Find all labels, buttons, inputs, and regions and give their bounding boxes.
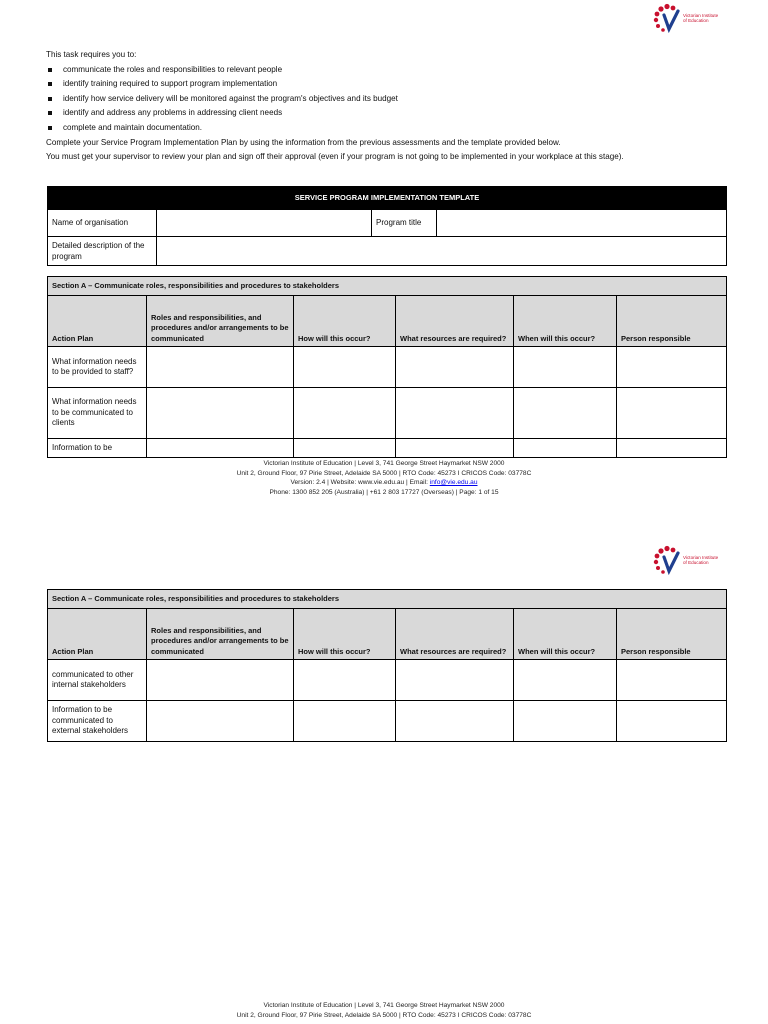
footer-line-3 xyxy=(0,478,768,488)
col-resources: What resources are required? xyxy=(396,609,514,660)
cell-input[interactable] xyxy=(514,347,617,388)
cell-input[interactable] xyxy=(147,660,294,701)
description-field[interactable] xyxy=(157,237,727,266)
bullet-item: identify how service delivery will be monitored against the program's objectives and its budget xyxy=(46,92,736,107)
table-row xyxy=(48,347,727,388)
task-intro xyxy=(46,48,736,165)
cell-input[interactable] xyxy=(617,347,727,388)
bullet-item: identify training required to support program implementation xyxy=(46,77,736,92)
logo-mark-icon xyxy=(652,3,686,41)
logo-text: Victorian Institute of Education xyxy=(683,555,719,566)
table-row xyxy=(48,439,727,458)
cell-input[interactable] xyxy=(396,660,514,701)
cell-input[interactable] xyxy=(294,701,396,742)
cell-input[interactable] xyxy=(396,439,514,458)
logo-text: Victorian Institute of Education xyxy=(683,13,719,24)
cell-input[interactable] xyxy=(617,701,727,742)
intro-lead: This task requires you to: xyxy=(46,50,137,59)
col-roles: Roles and responsibilities, and procedures and/or arrangements to be communicated xyxy=(147,609,294,660)
vie-logo xyxy=(652,3,724,47)
cell-input[interactable] xyxy=(147,388,294,439)
cell-input[interactable] xyxy=(294,347,396,388)
table-row xyxy=(48,388,727,439)
table-row xyxy=(48,701,727,742)
col-resources: What resources are required? xyxy=(396,296,514,347)
description-label: Detailed description of the program xyxy=(48,237,157,266)
bullet-item: complete and maintain documentation. xyxy=(46,121,736,136)
cell-input[interactable] xyxy=(147,347,294,388)
page-footer xyxy=(0,1001,768,1020)
footer-line-1: Victorian Institute of Education | Level 3, 741 George Street Haymarket NSW 2000 xyxy=(263,460,505,467)
cell-input[interactable] xyxy=(396,347,514,388)
col-how: How will this occur? xyxy=(294,609,396,660)
col-when: When will this occur? xyxy=(514,296,617,347)
table-row xyxy=(48,660,727,701)
org-label: Name of organisation xyxy=(48,210,157,237)
intro-paragraph-1: Complete your Service Program Implementation Plan by using the information from the previous assessments and the template provided below. xyxy=(46,137,561,147)
org-field[interactable] xyxy=(157,210,372,237)
cell-input[interactable] xyxy=(514,439,617,458)
cell-input[interactable] xyxy=(514,660,617,701)
col-action-plan: Action Plan xyxy=(48,296,147,347)
col-how: How will this occur? xyxy=(294,296,396,347)
col-person: Person responsible xyxy=(617,296,727,347)
page-footer xyxy=(0,459,768,497)
footer-line-4: Phone: 1300 852 205 (Australia) | +61 2 803 17727 (Overseas) | Page: 1 of 15 xyxy=(269,488,499,496)
col-when: When will this occur? xyxy=(514,609,617,660)
cell-input[interactable] xyxy=(617,439,727,458)
cell-input[interactable] xyxy=(617,660,727,701)
cell-input[interactable] xyxy=(617,388,727,439)
footer-line-2: Unit 2, Ground Floor, 97 Pirie Street, Adelaide SA 5000 | RTO Code: 45273 I CRICOS Code: 03778C xyxy=(236,469,532,477)
cell-input[interactable] xyxy=(396,388,514,439)
col-roles: Roles and responsibilities, and procedures and/or arrangements to be communicated xyxy=(147,296,294,347)
logo-mark-icon xyxy=(652,545,686,583)
row-label: Information to be communicated to external stakeholders xyxy=(48,701,147,742)
col-person: Person responsible xyxy=(617,609,727,660)
cell-input[interactable] xyxy=(147,701,294,742)
program-title-label: Program title xyxy=(372,210,437,237)
template-title: SERVICE PROGRAM IMPLEMENTATION TEMPLATE xyxy=(48,187,727,210)
bullet-item: identify and address any problems in addressing client needs xyxy=(46,106,736,121)
footer-version: Version: 2.4 | Website: www.vie.edu.au | Email: xyxy=(290,479,430,486)
footer-line-1: Victorian Institute of Education | Level 3, 741 George Street Haymarket NSW 2000 xyxy=(263,1002,505,1009)
section-a-table-continued xyxy=(47,589,727,742)
vie-logo xyxy=(652,545,724,589)
cell-input[interactable] xyxy=(294,388,396,439)
section-a-title: Section A – Communicate roles, responsibilities and procedures to stakeholders xyxy=(48,277,727,296)
row-label: Information to be xyxy=(48,439,147,458)
cell-input[interactable] xyxy=(147,439,294,458)
section-a-title: Section A – Communicate roles, responsibilities and procedures to stakeholders xyxy=(48,590,727,609)
email-link[interactable]: info@vie.edu.au xyxy=(429,479,478,486)
intro-paragraph-2: You must get your supervisor to review your plan and sign off their approval (even if your program is not going to be implemented in your workplace at this stage). xyxy=(46,152,624,162)
program-title-field[interactable] xyxy=(437,210,727,237)
footer-line-2: Unit 2, Ground Floor, 97 Pirie Street, Adelaide SA 5000 | RTO Code: 45273 I CRICOS Code: 03778C xyxy=(236,1011,532,1019)
cell-input[interactable] xyxy=(294,439,396,458)
cell-input[interactable] xyxy=(396,701,514,742)
cell-input[interactable] xyxy=(514,388,617,439)
template-table xyxy=(47,186,727,266)
col-action-plan: Action Plan xyxy=(48,609,147,660)
cell-input[interactable] xyxy=(294,660,396,701)
section-a-table xyxy=(47,276,727,458)
task-bullet-list xyxy=(46,63,736,136)
cell-input[interactable] xyxy=(514,701,617,742)
row-label: What information needs to be communicated to clients xyxy=(48,388,147,439)
row-label: communicated to other internal stakeholders xyxy=(48,660,147,701)
bullet-item: communicate the roles and responsibilities to relevant people xyxy=(46,63,736,78)
row-label: What information needs to be provided to staff? xyxy=(48,347,147,388)
